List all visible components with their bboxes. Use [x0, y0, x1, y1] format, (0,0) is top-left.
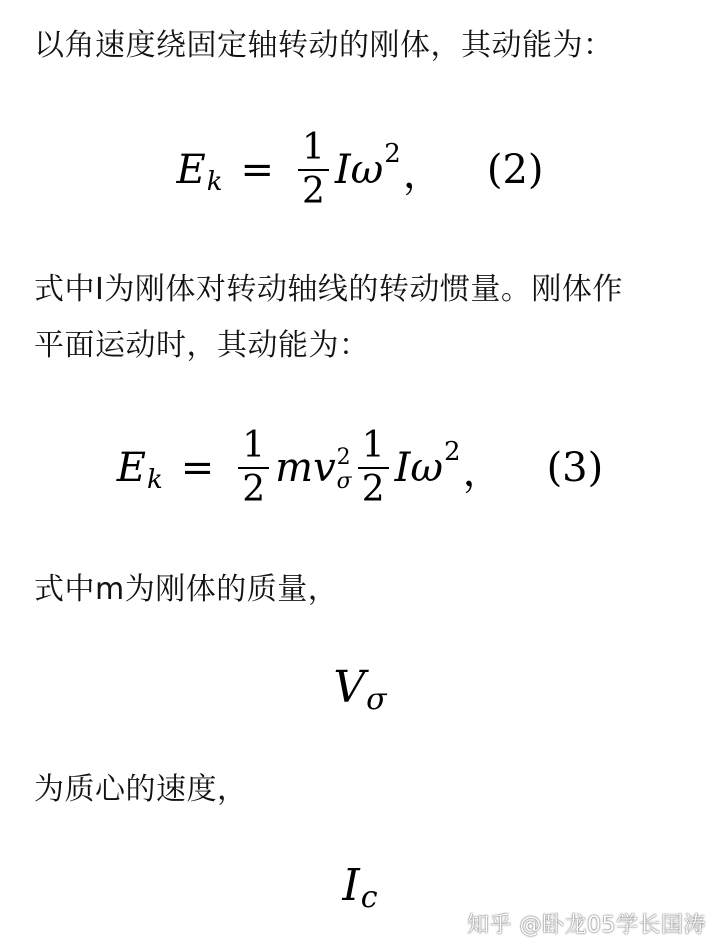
- paragraph-velocity: 为质心的速度，: [34, 772, 248, 807]
- eq2-lhs-var: E: [176, 147, 206, 193]
- eq3-frac2-num: 1: [361, 425, 385, 466]
- symbol-v-sigma: [0, 652, 720, 722]
- zhihu-watermark: 知乎 @卧龙05学长国涛: [467, 913, 706, 938]
- eq3-frac1-den: 2: [242, 469, 266, 510]
- eq3-mid-sub: σ: [336, 469, 352, 494]
- ic-sub: c: [360, 879, 378, 915]
- eq2-tag: (2): [486, 147, 544, 193]
- paragraph-mass: 式中m为刚体的质量，: [34, 572, 339, 607]
- paragraph-inertia-line1: 式中I为刚体对转动轴线的转动惯量。刚体作: [34, 272, 623, 307]
- eq3-lhs-sub: k: [146, 465, 163, 495]
- eq2-lhs-sub: k: [206, 167, 223, 197]
- eq3-mid-sup: 2: [336, 445, 351, 470]
- equation-2: [0, 120, 720, 220]
- ic-var: I: [342, 859, 360, 911]
- paragraph-intro: 以角速度绕固定轴转动的刚体，其动能为：: [34, 28, 614, 63]
- eq3-rhs-var: Iω: [394, 445, 444, 491]
- eq2-comma: ，: [402, 150, 443, 197]
- paragraph-inertia-line2: 平面运动时，其动能为：: [34, 328, 370, 363]
- eq3-tag: (3): [546, 445, 604, 491]
- eq2-equals: =: [240, 147, 274, 193]
- eq3-mid-var: mv: [275, 445, 336, 491]
- vsigma-sub: σ: [366, 681, 387, 717]
- equation-3: [0, 418, 720, 518]
- eq3-lhs-var: E: [116, 445, 146, 491]
- eq3-frac2-den: 2: [361, 469, 385, 510]
- eq3-rhs-sup: 2: [444, 437, 461, 467]
- vsigma-var: V: [333, 661, 366, 713]
- eq3-frac1-num: 1: [242, 425, 266, 466]
- eq3-equals: =: [180, 445, 215, 491]
- eq3-fraction-2: [358, 425, 389, 511]
- eq2-frac-num: 1: [301, 127, 325, 168]
- eq2-rhs-var: Iω: [334, 147, 384, 193]
- eq2-frac-den: 2: [301, 171, 325, 212]
- eq3-comma: ，: [462, 448, 503, 495]
- eq2-rhs-sup: 2: [384, 139, 401, 169]
- eq2-fraction: [298, 127, 329, 213]
- eq3-fraction-1: [238, 425, 269, 511]
- eq3-mid-supsub: [337, 446, 352, 494]
